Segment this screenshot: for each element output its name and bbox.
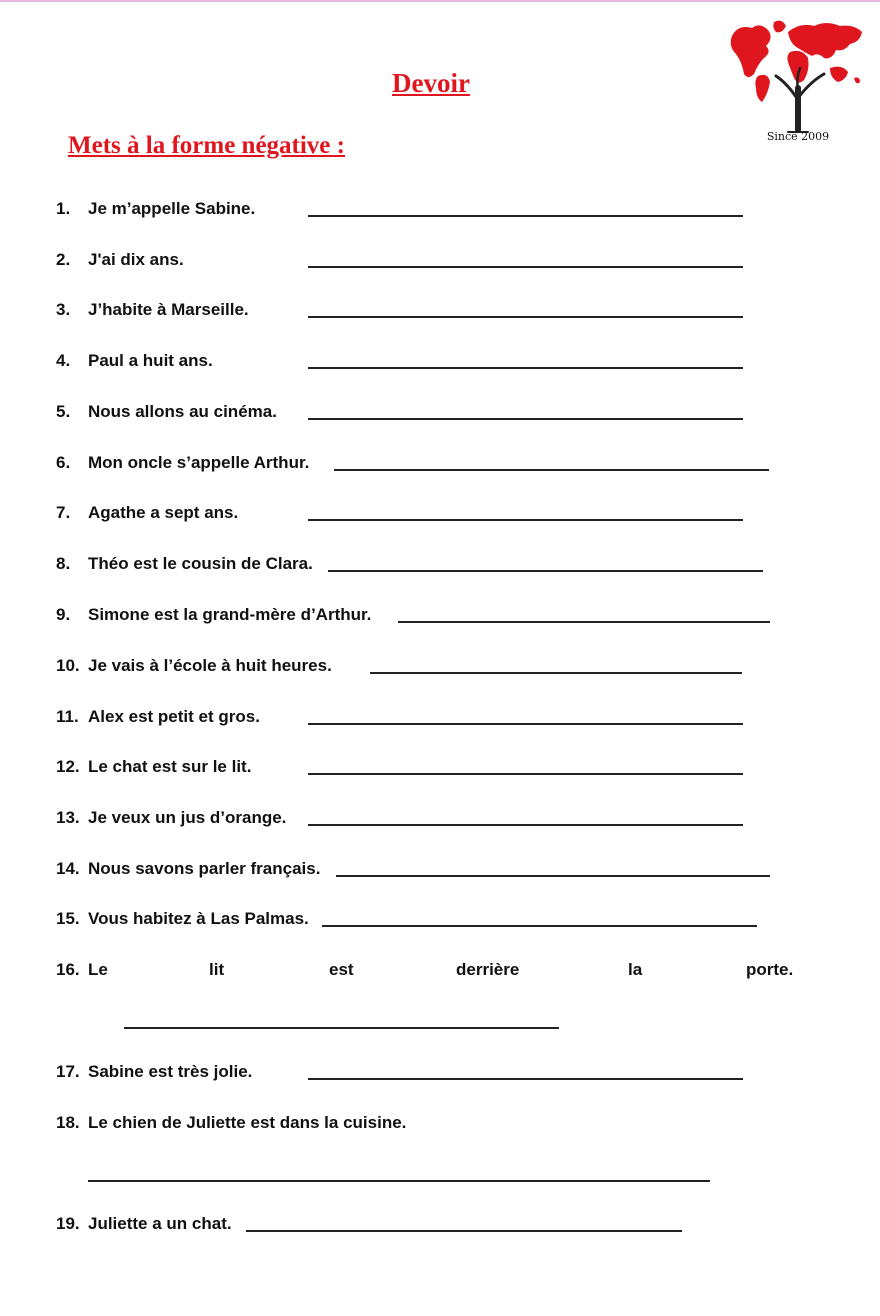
answer-line[interactable] bbox=[246, 1230, 682, 1232]
item-sentence: Sabine est très jolie. bbox=[88, 1062, 253, 1081]
item-number: 3. bbox=[56, 300, 71, 319]
item-number: 4. bbox=[56, 351, 71, 370]
item-sentence: J'ai dix ans. bbox=[88, 250, 184, 269]
item-number: 7. bbox=[56, 503, 71, 522]
item-sentence: Vous habitez à Las Palmas. bbox=[88, 909, 309, 928]
item-sentence: Le chat est sur le lit. bbox=[88, 757, 252, 776]
answer-line[interactable] bbox=[88, 1180, 710, 1182]
item-word: Le bbox=[88, 960, 108, 979]
item-word: est bbox=[329, 960, 354, 979]
item-number: 9. bbox=[56, 605, 71, 624]
item-sentence: Juliette a un chat. bbox=[88, 1214, 232, 1233]
answer-line[interactable] bbox=[308, 519, 743, 521]
item-word: porte. bbox=[746, 960, 794, 979]
item-number: 2. bbox=[56, 250, 71, 269]
item-sentence: Paul a huit ans. bbox=[88, 351, 213, 370]
answer-line[interactable] bbox=[308, 215, 743, 217]
item-number: 6. bbox=[56, 453, 71, 472]
item-number: 8. bbox=[56, 554, 71, 573]
answer-line[interactable] bbox=[308, 824, 743, 826]
item-sentence: Alex est petit et gros. bbox=[88, 707, 260, 726]
answer-line[interactable] bbox=[370, 672, 742, 674]
answer-line[interactable] bbox=[308, 316, 743, 318]
answer-line[interactable] bbox=[398, 621, 770, 623]
item-word: lit bbox=[209, 960, 225, 979]
item-sentence: Mon oncle s’appelle Arthur. bbox=[88, 453, 310, 472]
item-sentence: J’habite à Marseille. bbox=[88, 300, 249, 319]
item-number: 19. bbox=[56, 1214, 80, 1233]
answer-line[interactable] bbox=[328, 570, 763, 572]
item-number: 11. bbox=[56, 707, 79, 726]
answer-line[interactable] bbox=[124, 1027, 559, 1029]
answer-line[interactable] bbox=[308, 367, 743, 369]
answer-line[interactable] bbox=[308, 418, 743, 420]
logo-since-label: Since 2009 bbox=[766, 130, 830, 143]
item-sentence: Agathe a sept ans. bbox=[88, 503, 239, 522]
answer-line[interactable] bbox=[308, 723, 743, 725]
item-sentence: Simone est la grand-mère d’Arthur. bbox=[88, 605, 372, 624]
answer-line[interactable] bbox=[308, 1078, 743, 1080]
item-number: 17. bbox=[56, 1062, 80, 1081]
page-title: Devoir bbox=[392, 68, 470, 98]
item-number: 10. bbox=[56, 656, 80, 675]
item-number: 15. bbox=[56, 909, 80, 928]
item-word: la bbox=[628, 960, 643, 979]
top-border bbox=[0, 0, 880, 2]
instruction-heading: Mets à la forme négative : bbox=[68, 132, 345, 159]
item-word: derrière bbox=[456, 960, 520, 979]
item-sentence: Je m’appelle Sabine. bbox=[88, 199, 256, 218]
item-sentence: Théo est le cousin de Clara. bbox=[88, 554, 313, 573]
answer-line[interactable] bbox=[322, 925, 757, 927]
item-number: 1. bbox=[56, 199, 71, 218]
item-sentence: Nous savons parler français. bbox=[88, 859, 321, 878]
item-number: 13. bbox=[56, 808, 80, 827]
item-sentence: Je veux un jus d’orange. bbox=[88, 808, 287, 827]
item-number: 14. bbox=[56, 859, 80, 878]
item-sentence: Nous allons au cinéma. bbox=[88, 402, 277, 421]
answer-line[interactable] bbox=[336, 875, 770, 877]
item-number: 12. bbox=[56, 757, 80, 776]
item-number: 5. bbox=[56, 402, 71, 421]
item-sentence: Le chien de Juliette est dans la cuisine. bbox=[88, 1113, 407, 1132]
item-number: 18. bbox=[56, 1113, 80, 1132]
answer-line[interactable] bbox=[308, 773, 743, 775]
answer-line[interactable] bbox=[308, 266, 743, 268]
item-sentence: Je vais à l’école à huit heures. bbox=[88, 656, 332, 675]
answer-line[interactable] bbox=[334, 469, 769, 471]
item-number: 16. bbox=[56, 960, 80, 979]
